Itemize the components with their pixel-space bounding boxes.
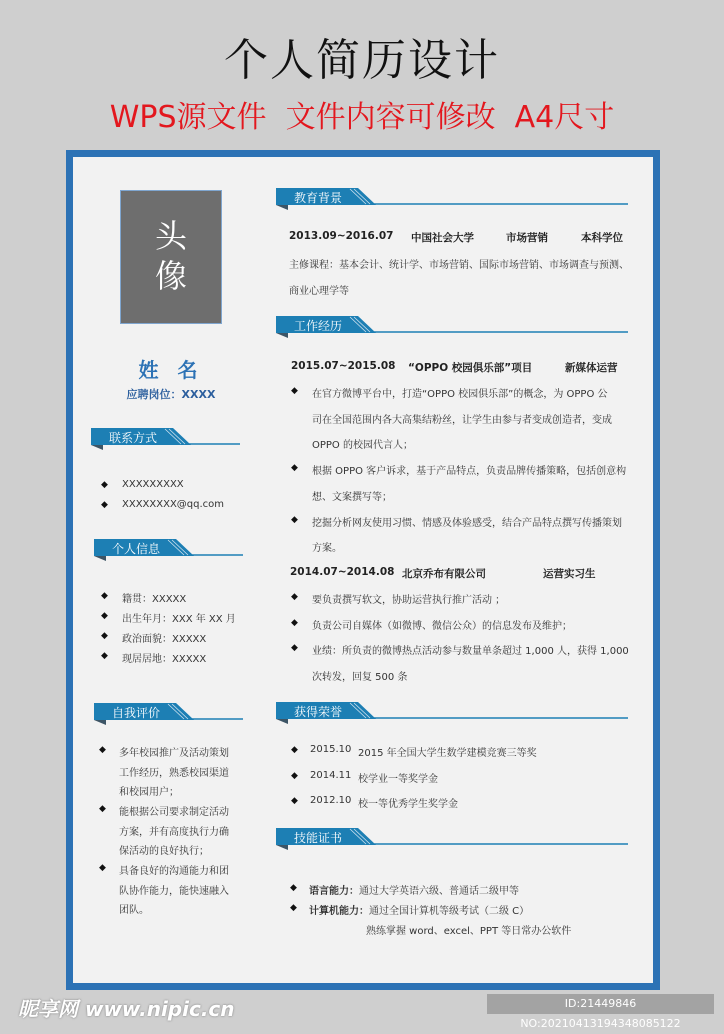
section-skills [276,828,628,850]
self-eval-line: 保活动的良好执行； [119,846,209,858]
section-title: 个人信息 [112,542,161,556]
honor-date: 2014.11 [310,769,352,781]
section-education [276,188,628,210]
honor-date: 2012.10 [310,795,352,807]
diamond-icon: ◆ [291,643,298,654]
skill-extra: 熟练掌握 word、excel、PPT 等日常办公软件 [366,926,572,937]
section-contact [91,428,240,450]
edu-degree: 本科学位 [581,232,623,244]
poster-subtitle: WPS源文件 文件内容可修改 A4尺寸 [109,100,615,135]
diamond-icon: ◆ [101,631,108,641]
diamond-icon: ◆ [101,500,108,510]
diamond-icon: ◆ [291,770,298,781]
diamond-icon: ◆ [290,903,297,913]
applied-position: 应聘岗位：XXXX [126,388,216,401]
job-period: 2014.07~2014.08 [290,566,395,578]
job-bullet-line: 在官方微博平台中，打造“OPPO 校园俱乐部”的概念，为 OPPO 公 [312,389,608,400]
job-bullet-line: 司在全国范围内各大高集结粉丝，让学生由参与者变成创造者，变成 [312,414,612,426]
skill-label: 计算机能力： [309,906,369,917]
section-work [276,316,628,338]
edu-courses: 主修课程：基本会计、统计学、市场营销、国际市场营销、市场调查与预测、 [289,260,629,271]
honor-text: 校一等优秀学生奖学金 [358,799,458,811]
honor-date: 2015.10 [310,744,352,755]
diamond-icon: ◆ [101,651,108,661]
self-eval-line: 团队。 [119,905,149,917]
personal-item: 现居居地：XXXXX [122,654,207,665]
section-personal [94,539,243,561]
skill-text: 通过全国计算机等级考试（二级 C） [369,906,530,917]
job-bullet-line: 次转发，回复 500 条 [312,672,408,684]
diamond-icon: ◆ [291,386,298,396]
skill-item [309,882,519,897]
avatar-placeholder [120,190,222,324]
diamond-icon: ◆ [290,883,297,893]
diamond-icon: ◆ [99,804,106,814]
personal-item: 籍贯：XXXXX [122,594,187,605]
diamond-icon: ◆ [101,611,108,621]
self-eval-line: 队协作能力，能快速融入 [119,885,229,897]
job-bullet-line: 要负责撰写软文，协助运营执行推广活动 ； [312,595,506,606]
avatar-text-1: 头 [154,217,187,255]
job-bullet-line: 业绩：所负责的微博热点活动参与数量单条超过 1,000 人，获得 1,000 [312,646,629,658]
job-role: 新媒体运营 [565,362,618,374]
diamond-icon: ◆ [99,745,106,755]
job-period: 2015.07~2015.08 [291,360,396,372]
edu-period: 2013.09~2016.07 [289,230,394,242]
honor-text: 校学业一等奖学金 [358,773,438,785]
edu-major: 市场营销 [506,232,548,244]
section-self-evaluation [94,703,243,725]
self-eval-line: 具备良好的沟通能力和团 [119,866,229,877]
job-bullet-line: 负责公司自媒体（如微博、微信公众）的信息发布及维护； [312,620,572,632]
section-title: 获得荣誉 [294,705,343,719]
diamond-icon: ◆ [291,617,298,628]
personal-item: 政治面貌：XXXXX [122,634,207,645]
skill-text: 通过大学英语六级、普通话二级甲等 [359,886,519,897]
poster-title: 个人简历设计 [224,35,500,86]
section-title: 教育背景 [294,191,343,205]
self-eval-line: 能根据公司要求制定活动 [119,807,229,818]
personal-item: 出生年月：XXX 年 XX 月 [122,614,236,625]
diamond-icon: ◆ [101,480,108,490]
job-role: 运营实习生 [543,568,596,580]
diamond-icon: ◆ [291,463,298,474]
job-bullet-line: 方案。 [312,543,342,555]
image-id: ID:21449846 NO:20210413194348085122 [487,994,714,1014]
diamond-icon: ◆ [291,514,298,525]
section-title: 自我评价 [112,706,161,720]
diamond-icon: ◆ [101,591,108,601]
job-bullet-line: OPPO 的校园代言人； [312,440,413,452]
diamond-icon: ◆ [99,863,106,873]
contact-item: XXXXXXXXX [122,479,184,490]
section-title: 联系方式 [109,431,158,445]
job-org: “OPPO 校园俱乐部”项目 [408,362,533,374]
candidate-name: 姓 名 [138,358,204,382]
job-bullet-line: 根据 OPPO 客户诉求，基于产品特点，负责品牌传播策略，包括创意构 [312,466,627,478]
self-eval-line: 方案，并有高度执行力确 [119,826,229,838]
job-bullet-line: 挖掘分析网友使用习惯、情感及体验感受，结合产品特点撰写传播策划 [312,517,622,529]
edu-school: 中国社会大学 [411,232,474,244]
edu-courses: 商业心理学等 [289,286,349,297]
self-eval-line: 和校园用户； [119,787,179,799]
honor-text: 2015 年全国大学生数学建模竞赛三等奖 [358,748,537,759]
avatar-text-2: 像 [154,257,187,295]
job-org: 北京乔布有限公司 [402,568,486,580]
section-title: 工作经历 [294,319,343,333]
section-honors [276,702,628,724]
contact-item: XXXXXXXX@qq.com [122,499,225,510]
diamond-icon: ◆ [291,796,298,807]
skill-item [309,902,529,917]
skill-label: 语言能力： [309,886,359,897]
self-eval-line: 工作经历，熟悉校园渠道 [119,767,229,779]
diamond-icon: ◆ [291,745,298,755]
self-eval-line: 多年校园推广及活动策划 [119,748,229,759]
diamond-icon: ◆ [291,592,298,602]
section-title: 技能证书 [294,831,343,845]
job-bullet-line: 想、文案撰写等； [312,491,392,503]
watermark-logo: 昵享网 www.nipic.cn [18,997,235,1021]
